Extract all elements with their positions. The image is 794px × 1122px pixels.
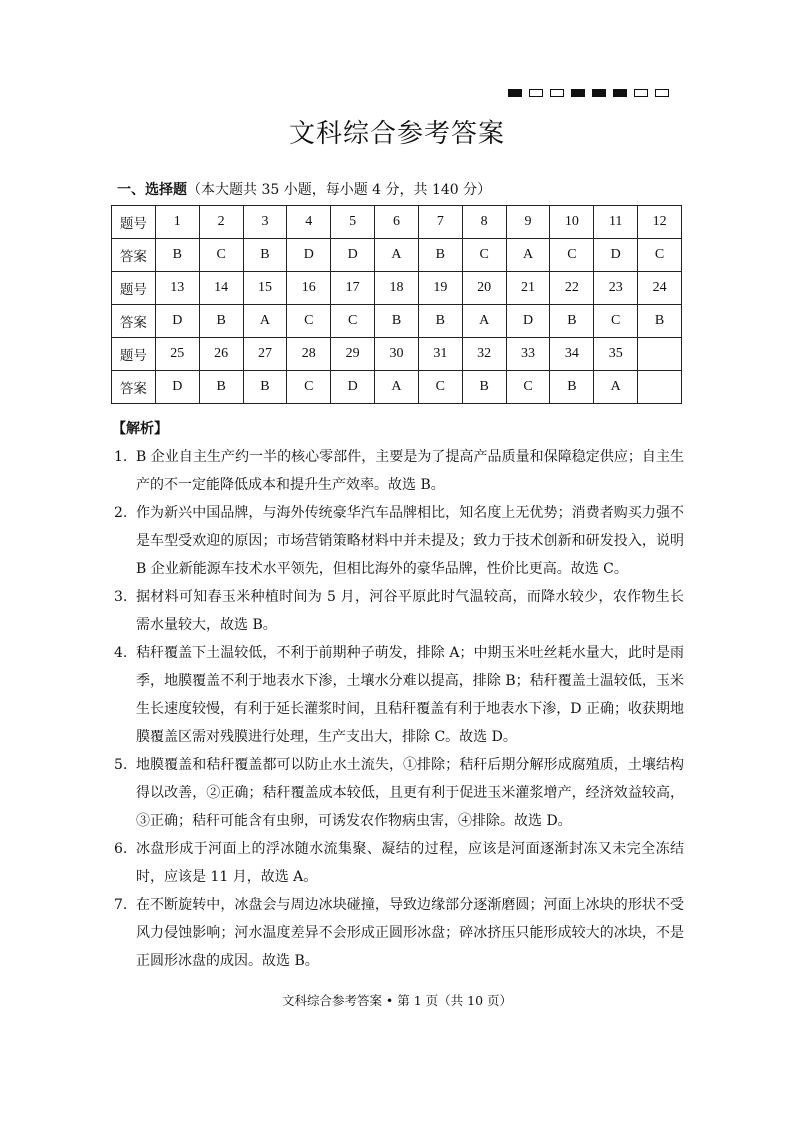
question-number-cell: 21 — [506, 272, 550, 305]
answer-cell: C — [287, 305, 331, 338]
question-number-cell: 12 — [638, 206, 682, 239]
question-number-cell: 7 — [418, 206, 462, 239]
analysis-item-text: B 企业自主生产约一半的核心零部件，主要是为了提高产品质量和保障稳定供应；自主生产的不一定能降低成本和提升生产效率。故选 B。 — [136, 449, 684, 493]
analysis-item-text: 地膜覆盖和秸秆覆盖都可以防止水土流失，①排除；秸秆后期分解形成腐殖质，土壤结构得以改善，②正确；秸秆覆盖成本较低，且更有利于促进玉米灌浆增产，经济效益较高，③正确；秸秆可能含有虫卵，可诱发农作物病虫害，④排除。故选 D。 — [136, 757, 684, 829]
answer-label-cell: 答案 — [112, 239, 156, 272]
analysis-item — [114, 499, 684, 583]
answer-cell: C — [331, 305, 375, 338]
question-label-cell: 题号 — [112, 272, 156, 305]
analysis-item-text: 作为新兴中国品牌，与海外传统豪华汽车品牌相比，知名度上无优势；消费者购买力强不是车型受欢迎的原因；市场营销策略材料中并未提及；致力于技术创新和研发投入，说明 B 企业新能源车技术水平领先，但相比海外的豪华品牌，性价比更高。故选 C。 — [136, 505, 684, 577]
question-number-row — [112, 338, 682, 371]
answer-row — [112, 239, 682, 272]
analysis-item-text: 冰盘形成于河面上的浮冰随水流集聚、凝结的过程，应该是河面逐渐封冻又未完全冻结时，应该是 11 月，故选 A。 — [136, 841, 684, 885]
question-number-cell: 31 — [418, 338, 462, 371]
analysis-item — [114, 639, 684, 751]
question-number-cell: 5 — [331, 206, 375, 239]
page-footer: 文科综合参考答案 • 第 1 页（共 10 页） — [281, 993, 513, 1008]
marker-square — [508, 89, 522, 97]
answer-row — [112, 305, 682, 338]
analysis-item-text: 据材料可知春玉米种植时间为 5 月，河谷平原此时气温较高，而降水较少，农作物生长需水量较大，故选 B。 — [136, 589, 684, 633]
section-label: 一、选择题 — [117, 182, 187, 198]
question-number-cell: 32 — [462, 338, 506, 371]
analysis-item-number: 3. — [114, 589, 128, 605]
answer-cell: A — [243, 305, 287, 338]
question-number-cell: 10 — [550, 206, 594, 239]
answer-cell: A — [375, 239, 419, 272]
answer-label-cell: 答案 — [112, 371, 156, 404]
marker-square — [592, 89, 606, 97]
answer-cell: D — [287, 239, 331, 272]
section-note: （本大题共 35 小题，每小题 4 分，共 140 分） — [187, 182, 492, 198]
question-number-row — [112, 272, 682, 305]
section-heading — [117, 179, 491, 199]
answer-cell: C — [287, 371, 331, 404]
analysis-item-number: 6. — [114, 841, 128, 857]
answer-cell: C — [638, 239, 682, 272]
question-number-cell: 30 — [375, 338, 419, 371]
question-number-row — [112, 206, 682, 239]
answer-cell: B — [638, 305, 682, 338]
answer-cell: D — [506, 305, 550, 338]
answer-cell: A — [506, 239, 550, 272]
answer-table — [111, 205, 682, 404]
analysis-item — [114, 751, 684, 835]
answer-cell: C — [506, 371, 550, 404]
analysis-item-number: 1. — [114, 449, 128, 465]
question-number-cell: 18 — [375, 272, 419, 305]
question-number-cell: 1 — [155, 206, 199, 239]
answer-cell: C — [462, 239, 506, 272]
answer-cell: D — [331, 239, 375, 272]
analysis-list — [114, 443, 684, 975]
answer-cell: B — [462, 371, 506, 404]
analysis-item-text: 秸秆覆盖下土温较低，不利于前期种子萌发，排除 A；中期玉米吐丝耗水量大，此时是雨季，地膜覆盖不利于地表水下渗，土壤水分难以提高，排除 B；秸秆覆盖土温较低，玉米生长速度较慢，有利于延长灌浆时间，且秸秆覆盖有利于地表水下渗，D 正确；收获期地膜覆盖区需对残膜进行处理，生产支出大，排除 C。故选 D。 — [136, 645, 684, 745]
answer-cell: B — [243, 239, 287, 272]
answer-cell: B — [550, 305, 594, 338]
question-number-cell: 26 — [199, 338, 243, 371]
answer-cell: D — [331, 371, 375, 404]
answer-cell: B — [550, 371, 594, 404]
answer-cell: B — [199, 305, 243, 338]
question-number-cell: 24 — [638, 272, 682, 305]
question-number-cell — [638, 338, 682, 371]
question-number-cell: 35 — [594, 338, 638, 371]
analysis-item-number: 7. — [114, 897, 128, 913]
answer-cell: D — [594, 239, 638, 272]
analysis-item — [114, 443, 684, 499]
analysis-item-text: 在不断旋转中，冰盘会与周边冰块碰撞，导致边缘部分逐渐磨圆；河面上冰块的形状不受风力侵蚀影响；河水温度差异不会形成正圆形冰盘；碎冰挤压只能形成较大的冰块，不是正圆形冰盘的成因。故选 B。 — [136, 897, 684, 969]
question-number-cell: 14 — [199, 272, 243, 305]
answer-cell: B — [418, 239, 462, 272]
answer-cell: D — [155, 305, 199, 338]
question-number-cell: 25 — [155, 338, 199, 371]
question-number-cell: 27 — [243, 338, 287, 371]
question-number-cell: 9 — [506, 206, 550, 239]
question-number-cell: 8 — [462, 206, 506, 239]
question-number-cell: 22 — [550, 272, 594, 305]
analysis-item-number: 2. — [114, 505, 128, 521]
question-number-cell: 20 — [462, 272, 506, 305]
answer-cell: C — [550, 239, 594, 272]
answer-cell — [638, 371, 682, 404]
section-marker-squares — [508, 89, 669, 97]
answer-row — [112, 371, 682, 404]
analysis-item — [114, 891, 684, 975]
answer-cell: D — [155, 371, 199, 404]
answer-cell: C — [199, 239, 243, 272]
analysis-heading: 【解析】 — [112, 421, 168, 437]
marker-square — [655, 89, 669, 97]
question-number-cell: 17 — [331, 272, 375, 305]
answer-cell: C — [418, 371, 462, 404]
analysis-item — [114, 835, 684, 891]
answer-cell: A — [594, 371, 638, 404]
question-number-cell: 16 — [287, 272, 331, 305]
question-label-cell: 题号 — [112, 206, 156, 239]
question-number-cell: 6 — [375, 206, 419, 239]
question-number-cell: 34 — [550, 338, 594, 371]
analysis-item-number: 5. — [114, 757, 128, 773]
question-number-cell: 33 — [506, 338, 550, 371]
question-number-cell: 13 — [155, 272, 199, 305]
question-number-cell: 23 — [594, 272, 638, 305]
answer-cell: A — [462, 305, 506, 338]
question-number-cell: 15 — [243, 272, 287, 305]
question-number-cell: 28 — [287, 338, 331, 371]
page-title: 文科综合参考答案 — [288, 119, 505, 149]
marker-square — [550, 89, 564, 97]
answer-cell: A — [375, 371, 419, 404]
answer-cell: B — [418, 305, 462, 338]
question-label-cell: 题号 — [112, 338, 156, 371]
question-number-cell: 2 — [199, 206, 243, 239]
marker-square — [634, 89, 648, 97]
answer-cell: B — [199, 371, 243, 404]
question-number-cell: 19 — [418, 272, 462, 305]
question-number-cell: 11 — [594, 206, 638, 239]
answer-cell: B — [375, 305, 419, 338]
answer-label-cell: 答案 — [112, 305, 156, 338]
analysis-item — [114, 583, 684, 639]
question-number-cell: 3 — [243, 206, 287, 239]
marker-square — [529, 89, 543, 97]
question-number-cell: 4 — [287, 206, 331, 239]
answer-cell: C — [594, 305, 638, 338]
marker-square — [571, 89, 585, 97]
answer-cell: B — [243, 371, 287, 404]
marker-square — [613, 89, 627, 97]
question-number-cell: 29 — [331, 338, 375, 371]
analysis-item-number: 4. — [114, 645, 128, 661]
answer-cell: B — [155, 239, 199, 272]
